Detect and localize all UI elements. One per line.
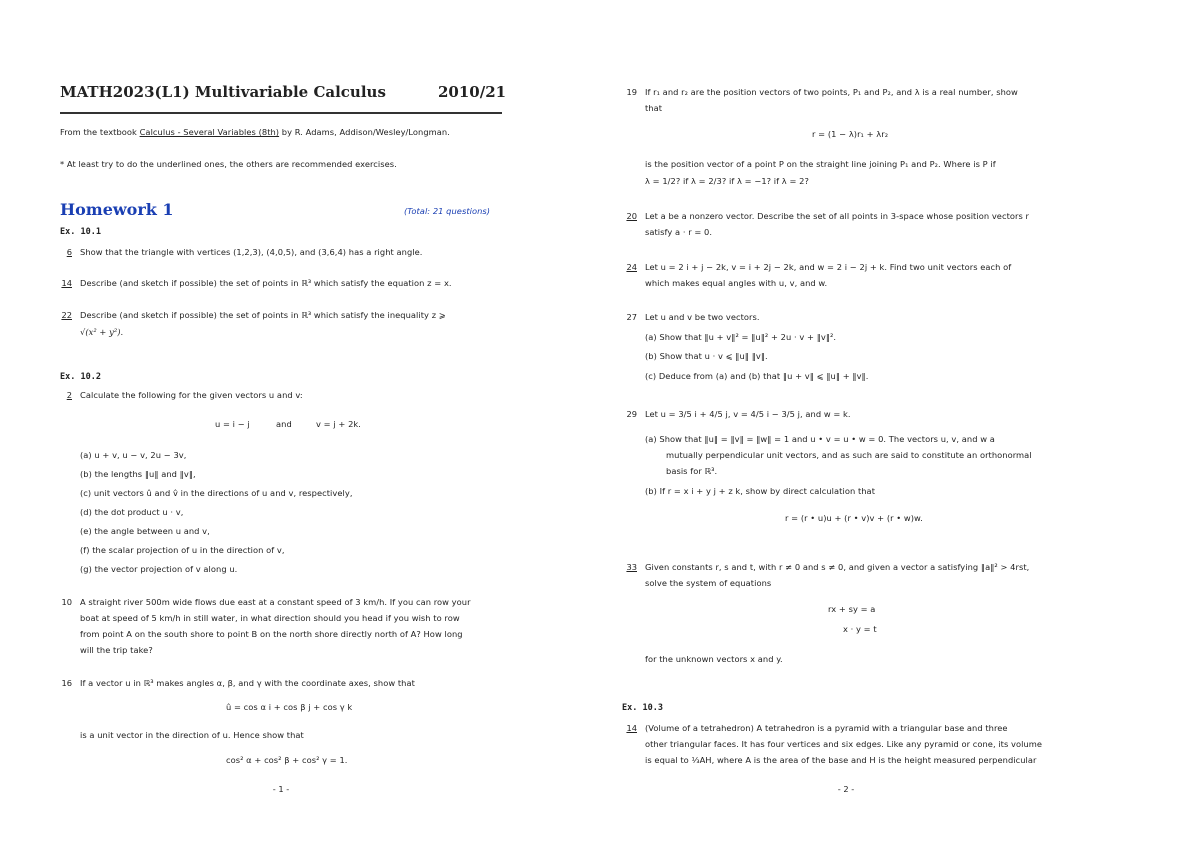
question-text: If a vector u in ℝ³ makes angles α, β, and γ with the coordinate axes, show that: [80, 678, 415, 688]
equation: u = i − j: [215, 419, 250, 429]
sub-item: (b) the lengths ‖u‖ and ‖v‖,: [80, 469, 196, 479]
question-number: 29: [626, 409, 637, 419]
equation: cos² α + cos² β + cos² γ = 1.: [226, 755, 348, 765]
equation: v = j + 2k.: [316, 419, 361, 429]
question-text: Let u and v be two vectors.: [645, 312, 760, 322]
equation: x · y = t: [843, 624, 877, 634]
equation: r = (r • u)u + (r • v)v + (r • w)w.: [785, 513, 923, 523]
question-number: 24: [626, 262, 637, 272]
section-heading-10-1: Ex. 10.1: [60, 227, 101, 237]
sub-item: (c) Deduce from (a) and (b) that ‖u + v‖ ⩽ ‖u‖ + ‖v‖.: [645, 371, 869, 381]
underline-note: * At least try to do the underlined ones, the others are recommended exercises.: [60, 159, 397, 169]
question-line: solve the system of equations: [645, 578, 772, 588]
sub-item: (b) Show that u · v ⩽ ‖u‖ ‖v‖.: [645, 351, 768, 361]
question-number: 2: [66, 390, 72, 400]
total-questions: (Total: 21 questions): [404, 206, 491, 216]
section-heading-10-3: Ex. 10.3: [622, 703, 663, 713]
question-line: satisfy a · r = 0.: [645, 227, 713, 237]
question-text: Describe (and sketch if possible) the set of points in ℝ³ which satisfy the inequality z ⩾: [80, 310, 446, 320]
question-text: Calculate the following for the given vectors u and v:: [80, 390, 303, 400]
question-number: 20: [626, 211, 637, 221]
question-line: is the position vector of a point P on the straight line joining P₁ and P₂. Where is P if: [645, 159, 996, 169]
equation-connector: and: [276, 419, 292, 429]
question-line: Given constants r, s and t, with r ≠ 0 and s ≠ 0, and given a vector a satisfying ‖a‖² > 4rst,: [645, 562, 1030, 572]
sub-item: (a) Show that ‖u‖ = ‖v‖ = ‖w‖ = 1 and u • v = u • w = 0. The vectors u, v, and w a: [645, 434, 995, 444]
question-text: Show that the triangle with vertices (1,2,3), (4,0,5), and (3,6,4) has a right angle.: [80, 247, 423, 257]
sub-item-cont: basis for ℝ³.: [666, 466, 718, 476]
source-book: Calculus - Several Variables (8th): [139, 127, 280, 137]
sub-item: (e) the angle between u and v,: [80, 526, 210, 536]
question-line: will the trip take?: [80, 645, 153, 655]
homework-title: Homework 1: [60, 200, 174, 219]
question-line: is equal to ⅓AH, where A is the area of the base and H is the height measured perpendicular: [645, 755, 1037, 765]
question-line: (Volume of a tetrahedron) A tetrahedron is a pyramid with a triangular base and three: [645, 723, 1008, 733]
sub-item: (a) Show that ‖u + v‖² = ‖u‖² + 2u · v + ‖v‖².: [645, 332, 837, 342]
question-line: Let a be a nonzero vector. Describe the set of all points in 3-space whose position vectors r: [645, 211, 1029, 221]
question-number: 22: [61, 310, 72, 320]
question-number: 33: [626, 562, 637, 572]
question-number: 14: [61, 278, 72, 288]
question-number: 16: [61, 678, 72, 688]
question-line: which makes equal angles with u, v, and w.: [645, 278, 828, 288]
course-year: 2010/21: [438, 83, 507, 101]
question-line: Let u = 2 i + j − 2k, v = i + 2j − 2k, and w = 2 i − 2j + k. Find two unit vectors each of: [645, 262, 1012, 272]
question-text-cont: √(x² + y²).: [80, 327, 124, 337]
sub-item: (d) the dot product u · v,: [80, 507, 184, 517]
question-text: Describe (and sketch if possible) the set of points in ℝ³ which satisfy the equation z = x.: [80, 278, 452, 288]
sub-item: (c) unit vectors û and v̂ in the directions of u and v, respectively,: [80, 488, 353, 498]
question-line: that: [645, 103, 663, 113]
course-title: MATH2023(L1) Multivariable Calculus: [60, 83, 386, 101]
sub-item: (b) If r = x i + y j + z k, show by direct calculation that: [645, 486, 875, 496]
question-number: 27: [626, 312, 637, 322]
question-number: 10: [61, 597, 72, 607]
title-rule: [60, 112, 502, 114]
source-prefix: From the textbook: [60, 127, 140, 137]
question-text-cont: is a unit vector in the direction of u. Hence show that: [80, 730, 304, 740]
question-line: If r₁ and r₂ are the position vectors of two points, P₁ and P₂, and λ is a real number, show: [645, 87, 1018, 97]
question-line: boat at speed of 5 km/h in still water, in what direction should you head if you wish to row: [80, 613, 460, 623]
question-line: A straight river 500m wide flows due east at a constant speed of 3 km/h. If you can row your: [80, 597, 471, 607]
sub-item: (g) the vector projection of v along u.: [80, 564, 238, 574]
question-number: 19: [626, 87, 637, 97]
sub-item: (f) the scalar projection of u in the direction of v,: [80, 545, 285, 555]
page-number: - 2 -: [837, 784, 855, 794]
equation: û = cos α i + cos β j + cos γ k: [226, 702, 353, 712]
equation: rx + sy = a: [828, 604, 876, 614]
question-line: λ = 1/2? if λ = 2/3? if λ = −1? if λ = 2?: [645, 176, 809, 186]
page-2: [600, 0, 1200, 848]
question-number: 6: [66, 247, 72, 257]
page-number: - 1 -: [272, 784, 290, 794]
question-text: Let u = 3/5 i + 4/5 j, v = 4/5 i − 3/5 j, and w = k.: [645, 409, 851, 419]
source-suffix: by R. Adams, Addison/Wesley/Longman.: [279, 127, 450, 137]
section-heading-10-2: Ex. 10.2: [60, 372, 101, 382]
source-line: [60, 126, 450, 138]
sub-item-cont: mutually perpendicular unit vectors, and as such are said to constitute an orthonormal: [666, 450, 1032, 460]
equation: r = (1 − λ)r₁ + λr₂: [812, 129, 889, 139]
question-line: from point A on the south shore to point B on the north shore directly north of A? How long: [80, 629, 463, 639]
question-number: 14: [626, 723, 637, 733]
question-line: for the unknown vectors x and y.: [645, 654, 783, 664]
question-line: other triangular faces. It has four vertices and six edges. Like any pyramid or cone, its volume: [645, 739, 1043, 749]
sub-item: (a) u + v, u − v, 2u − 3v,: [80, 450, 187, 460]
